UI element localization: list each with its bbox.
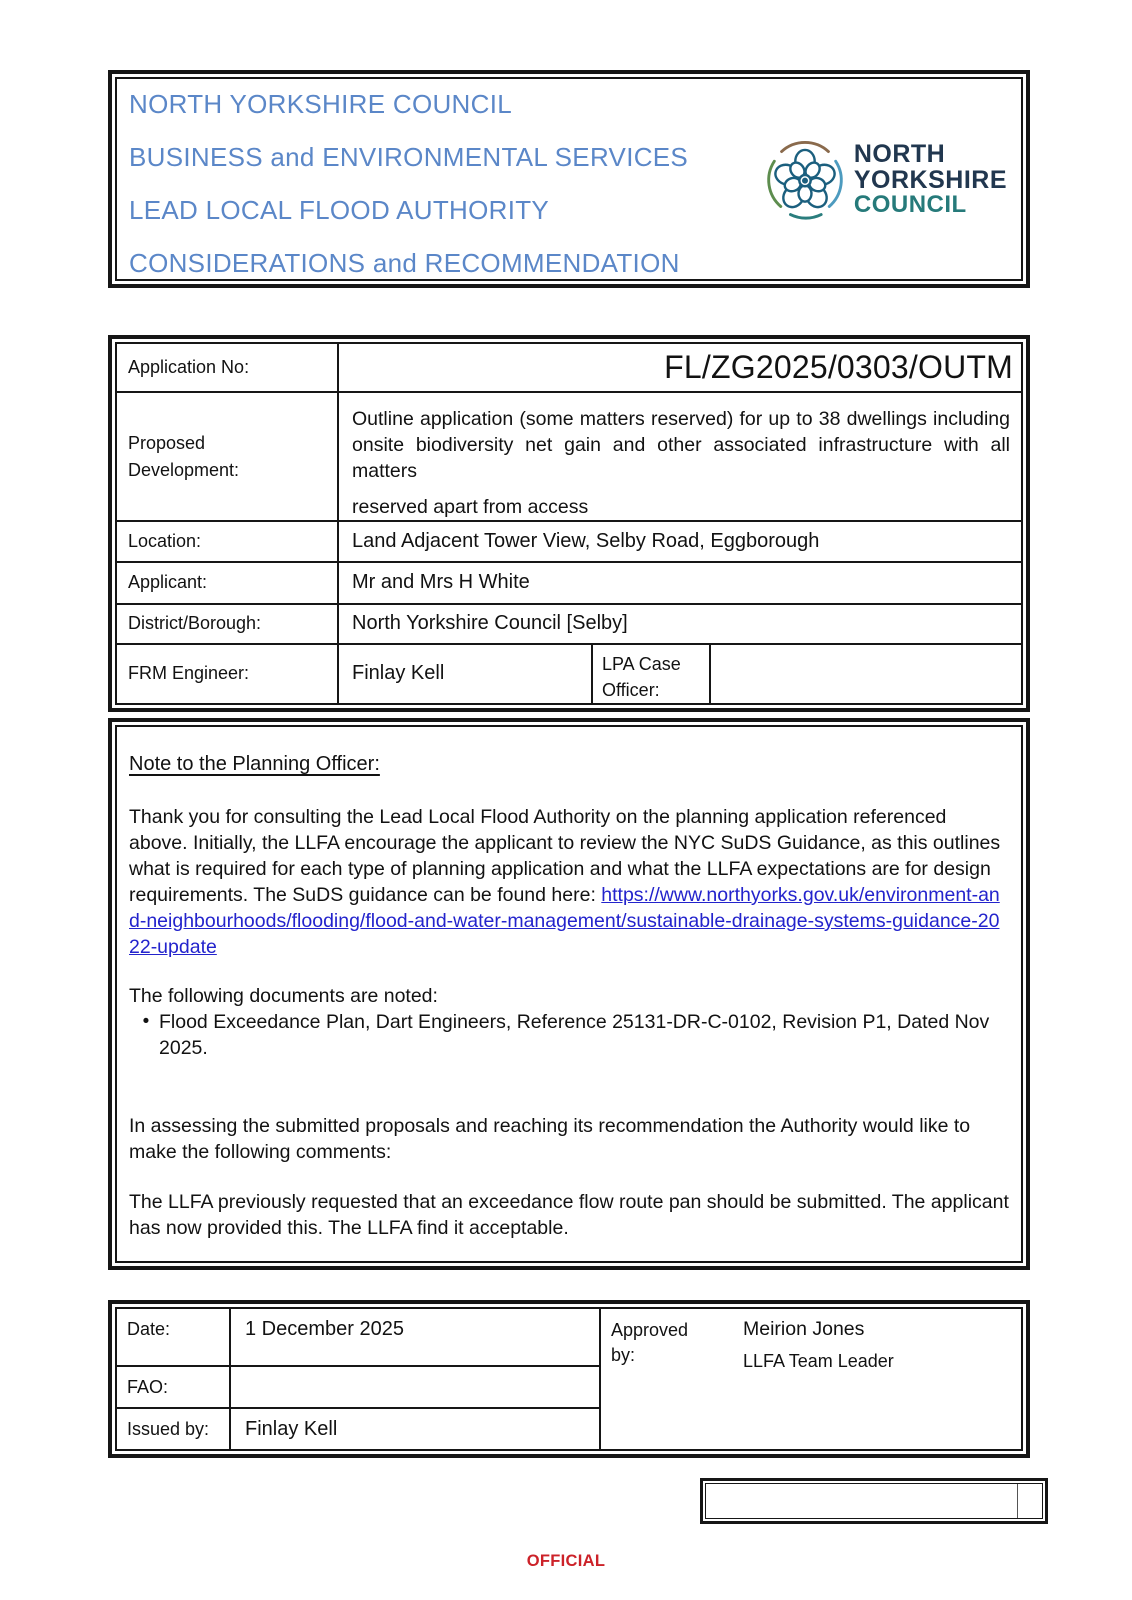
approved-by-name: Meirion Jones bbox=[743, 1318, 865, 1340]
council-logo bbox=[763, 131, 1007, 227]
district-borough-label: District/Borough: bbox=[117, 605, 339, 643]
district-borough-value: North Yorkshire Council [Selby] bbox=[352, 612, 628, 635]
approved-by-label: Approved by: bbox=[611, 1320, 689, 1366]
frm-engineer-value: Finlay Kell bbox=[339, 645, 593, 703]
table-row-application-no bbox=[117, 344, 1021, 391]
fao-label: FAO: bbox=[117, 1367, 231, 1407]
issued-by-label: Issued by: bbox=[117, 1409, 231, 1449]
lpa-case-officer-label: LPA Case Officer: bbox=[593, 645, 711, 703]
lpa-case-officer-value bbox=[711, 645, 1021, 703]
note-paragraph-conclusion: The LLFA previously requested that an exceedance flow route pan should be submitted. The applicant has now provided this. The LLFA find it acceptable. bbox=[129, 1191, 1009, 1239]
application-details-table bbox=[108, 335, 1030, 712]
title-line-council: NORTH YORKSHIRE COUNCIL bbox=[129, 89, 512, 119]
proposed-development-text-1: Outline application (some matters reserved) for up to 38 dwellings including onsite biodiversity net gain and other associated infrastructure with all matters bbox=[352, 408, 1010, 483]
proposed-development-value bbox=[339, 393, 1021, 520]
title-line-services: BUSINESS and ENVIRONMENTAL SERVICES bbox=[129, 142, 689, 172]
note-paragraph-text: Thank you for consulting the Lead Local Flood Authority on the planning application referenced above. Initially, the LLFA encourage the applicant to review the NYC SuDS Guidance, as this outlines what is required for each type of planning application and what the LLFA expectations are for design requirements. The SuDS guidance can be found here: bbox=[129, 806, 1001, 906]
date-value: 1 December 2025 bbox=[245, 1318, 404, 1340]
document-bullet-item bbox=[129, 1009, 1009, 1061]
documents-noted-intro: The following documents are noted: bbox=[129, 985, 438, 1007]
reference-box bbox=[700, 1478, 1048, 1524]
frm-engineer-label: FRM Engineer: bbox=[117, 645, 339, 703]
location-label: Location: bbox=[117, 522, 339, 560]
approved-by-details bbox=[743, 1318, 894, 1449]
logo-text-yorkshire: YORKSHIRE bbox=[853, 165, 1007, 194]
title-line-recommendation: CONSIDERATIONS and RECOMMENDATION bbox=[129, 248, 680, 278]
logo-text-north: NORTH bbox=[853, 139, 946, 168]
approved-by-title: LLFA Team Leader bbox=[743, 1351, 894, 1371]
document-bullet-text: Flood Exceedance Plan, Dart Engineers, Reference 25131-DR-C-0102, Revision P1, Dated Nov 2025. bbox=[159, 1011, 990, 1059]
table-row-frm-engineer bbox=[117, 643, 1021, 703]
table-row-proposed-development bbox=[117, 391, 1021, 520]
application-no-value: FL/ZG2025/0303/OUTM bbox=[664, 349, 1013, 386]
date-label: Date: bbox=[117, 1309, 231, 1365]
table-row-issued-by bbox=[117, 1407, 599, 1449]
applicant-label: Applicant: bbox=[117, 563, 339, 603]
bullet-icon: • bbox=[142, 1011, 150, 1032]
reference-box-divider bbox=[1017, 1484, 1018, 1518]
fao-value bbox=[231, 1367, 599, 1407]
approved-by-cell bbox=[599, 1309, 1021, 1449]
note-paragraph-assessment: In assessing the submitted proposals and reaching its recommendation the Authority would like to make the following comments: bbox=[129, 1115, 971, 1163]
suds-guidance-link[interactable]: https://www.northyorks.gov.uk/environment-and-neighbourhoods/flooding/flood-and-water-management/sustainable-drainage-systems-guidance-2022-update bbox=[129, 884, 1000, 958]
table-row-date bbox=[117, 1309, 599, 1365]
document-title-block bbox=[117, 79, 688, 279]
sign-off-left-section bbox=[117, 1309, 599, 1449]
table-row-fao bbox=[117, 1365, 599, 1407]
note-box bbox=[108, 718, 1030, 1270]
yorkshire-rose-icon bbox=[763, 135, 847, 223]
council-logo-text bbox=[854, 141, 1007, 218]
note-paragraph-consultation bbox=[129, 804, 1009, 960]
issued-by-value: Finlay Kell bbox=[245, 1418, 338, 1440]
header-box bbox=[108, 70, 1030, 288]
title-line-authority: LEAD LOCAL FLOOD AUTHORITY bbox=[129, 195, 550, 225]
proposed-development-text-2: reserved apart from access bbox=[352, 496, 589, 519]
application-no-label: Application No: bbox=[117, 344, 339, 391]
logo-text-council: COUNCIL bbox=[853, 190, 967, 218]
table-row-district bbox=[117, 603, 1021, 643]
note-heading: Note to the Planning Officer: bbox=[129, 753, 380, 775]
location-value: Land Adjacent Tower View, Selby Road, Eggborough bbox=[352, 529, 820, 552]
table-row-applicant bbox=[117, 561, 1021, 603]
sign-off-table bbox=[108, 1300, 1030, 1458]
classification-marking: OFFICIAL bbox=[526, 1552, 606, 1570]
table-row-location bbox=[117, 520, 1021, 560]
applicant-value: Mr and Mrs H White bbox=[352, 571, 530, 594]
proposed-development-label: Proposed Development: bbox=[117, 393, 339, 520]
